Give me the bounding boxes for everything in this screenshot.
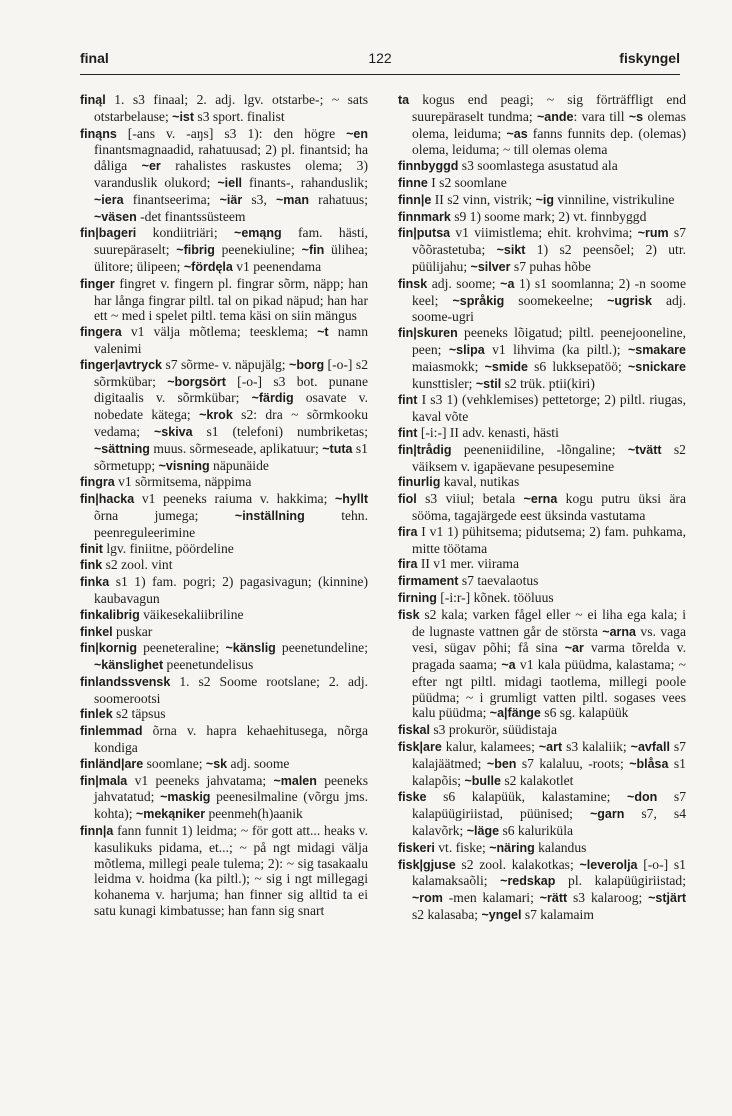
- dictionary-entry: [398, 92, 686, 158]
- entry-text: fin|mala v1 peeneks jahvatama; ~malen peeneks jahvatatud; ~maskig peenesilmaline (võrgu jms. kohta); ~mekąniker peenmeh(h)aanik: [80, 772, 368, 822]
- dictionary-entry: [398, 607, 686, 723]
- entry-text: finger|avtryck s7 sõrme- v. näpujälg; ~borg [-o-] s2 sõrmkübar; ~borgsört [-o-] s3 bot. punane digitaalis v. sõrmkübar; ~färdig osavate v. nobedate kätega; ~krok s2: dra ~ sõrmkooku vedama; ~skiva s1 (telefoni) numbriketas; ~sättning muus. sõrmeseade, aplikatuur; ~tuta s1 sõrmetupp; ~visning näpunäide: [80, 356, 368, 473]
- dictionary-entry: [80, 640, 368, 674]
- dictionary-entry: [80, 324, 368, 357]
- left-column: [80, 92, 368, 919]
- dictionary-entry: [398, 175, 686, 192]
- entry-text: finlemmad õrna v. hapra kehaehitusega, nõrga kondiga: [80, 723, 368, 756]
- right-column: [398, 92, 686, 924]
- dictionary-entry: [398, 158, 686, 175]
- entry-text: fin|skuren peeneks lõigatud; piltl. peenejooneline, peen; ~slipa v1 lihvima (ka piltl.); ~smakare maiasmokk; ~smide s6 lukksepatöö; ~snickare kunsttisler; ~stil s2 trük. ptii(kiri): [398, 325, 686, 391]
- entry-text: finkel puskar: [80, 623, 153, 639]
- dictionary-entry: [398, 425, 686, 442]
- entry-text: fiskeri vt. fiske; ~näring kalandus: [398, 839, 587, 855]
- entry-text: finurlig kaval, nutikas: [398, 474, 520, 490]
- entry-text: fingra v1 sõrmitsema, näppima: [80, 474, 252, 490]
- dictionary-entry: [80, 773, 368, 823]
- entry-text: finnmark s9 1) soome mark; 2) vt. finnbyggd: [398, 208, 647, 224]
- dictionary-entry: [80, 607, 368, 624]
- entry-text: finne I s2 soomlane: [398, 174, 507, 190]
- dictionary-entry: [80, 474, 368, 491]
- entry-text: finąns [-ans v. -aŋs] s3 1): den högre ~en finantsmagnaadid, rahatuusad; 2) pl. finantsid; ha dåliga ~er rahalistes raskustes olema; 3) varanduslik olukord; ~iell finants-, rahanduslik; ~iera finantseerima; ~iär s3, ~man rahatuus; ~väsen -det finantssüsteem: [80, 125, 368, 224]
- entry-text: finkalibrig väikesekaliibriline: [80, 606, 244, 622]
- dictionary-entry: [398, 225, 686, 275]
- entry-text: finsk adj. soome; ~a 1) s1 soomlanna; 2) -n soome keel; ~språkig soomekeelne; ~ugrisk adj. soome-ugri: [398, 275, 686, 325]
- entry-text: fin|trådig peeneniidiline, -lõngaline; ~tvätt s2 väiksem v. igapäevane pesupesemine: [398, 441, 686, 474]
- entry-text: firning [-i:r-] kõnek. tööluus: [398, 589, 554, 605]
- entry-text: fint I s3 1) (vehklemises) pettetorge; 2) piltl. riugas, kaval võte: [398, 392, 686, 425]
- dictionary-entry: [80, 491, 368, 540]
- entry-text: finnbyggd s3 soomlastega asustatud ala: [398, 158, 618, 174]
- dictionary-entry: [398, 722, 686, 739]
- dictionary-entry: [80, 706, 368, 723]
- page-number: 122: [368, 50, 392, 66]
- dictionary-entry: [398, 192, 686, 209]
- entry-text: finn|e II s2 vinn, vistrik; ~ig vinniline, vistrikuline: [398, 191, 675, 207]
- dictionary-entry: [80, 756, 368, 773]
- page-header: [80, 50, 680, 72]
- header-rule: [80, 74, 680, 75]
- dictionary-entry: [398, 491, 686, 524]
- entry-text: finlandssvensk 1. s2 Soome rootslane; 2. adj. soomerootsi: [80, 673, 369, 706]
- dictionary-entry: [398, 524, 686, 557]
- dictionary-entry: [398, 474, 686, 491]
- dictionary-entry: [80, 357, 368, 475]
- entry-text: finländ|are soomlane; ~sk adj. soome: [80, 755, 290, 771]
- dictionary-entry: [398, 276, 686, 325]
- dictionary-entry: [398, 392, 686, 425]
- entry-text: fint [-i:-] II adv. kenasti, hästi: [398, 424, 559, 440]
- entry-text: finąl 1. s3 finaal; 2. adj. lgv. otstarbe-; ~ sats otstarbelause; ~ist s3 sport. finalist: [80, 92, 369, 124]
- entry-text: finka s1 1) fam. pogri; 2) pagasivagun; (kinnine) kaubavagun: [80, 574, 368, 606]
- dictionary-entry: [398, 840, 686, 857]
- dictionary-entry: [398, 573, 686, 590]
- entry-text: fiol s3 viiul; betala ~erna kogu putru üksi ära sööma, tagajärgede eest üksinda vastutama: [398, 491, 686, 523]
- entry-text: fin|kornig peeneteraline; ~känslig peenetundeline; ~känslighet peenetundelisus: [80, 640, 368, 673]
- entry-text: fin|bageri kondiitriäri; ~emąng fam. hästi, suurepäraselt; ~fibrig peenekiuline; ~fin ülihea; ülitore; ülipeen; ~fördęla v1 peenendama: [80, 225, 369, 274]
- dictionary-entry: [398, 590, 686, 607]
- entry-text: fisk|are kalur, kalamees; ~art s3 kalaliik; ~avfall s7 kalajäätmed; ~ben s7 kalaluu, -roots; ~blåsa s1 kalapõis; ~bulle s2 kalakotlet: [398, 739, 686, 788]
- dictionary-entry: [80, 574, 368, 607]
- entry-text: fin|putsa v1 viimistlema; ehit. krohvima; ~rum s7 võõrastetuba; ~sikt 1) s2 peensõel; 2) utr. püülijahu; ~silver s7 puhas hõbe: [398, 225, 687, 274]
- entry-text: fingera v1 välja mõtlema; teesklema; ~t namn valenimi: [80, 324, 368, 356]
- entry-text: finger fingret v. fingern pl. fingrar sõrm, näpp; han har långa fingrar piltl. tal on pikad näpud; han har ett ~ med i spelet piltl. tema käsi on siin mängus: [80, 275, 368, 324]
- dictionary-entry: [398, 857, 686, 924]
- dictionary-entry: [80, 225, 368, 275]
- dictionary-entry: [398, 789, 686, 839]
- dictionary-entry: [80, 823, 368, 919]
- entry-text: firmament s7 taevalaotus: [398, 573, 539, 589]
- entry-text: fiske s6 kalapüük, kalastamine; ~don s7 kalapüügiriistad, püünised; ~garn s7, s4 kalavõrk; ~läge s6 kaluriküla: [398, 789, 686, 839]
- entry-text: fira I v1 1) pühitsema; pidutsema; 2) fam. puhkama, mitte töötama: [398, 523, 686, 556]
- entry-text: finlek s2 täpsus: [80, 706, 166, 722]
- entry-text: fink s2 zool. vint: [80, 557, 173, 573]
- entry-text: fira II v1 mer. viirama: [398, 556, 519, 572]
- dictionary-entry: [80, 723, 368, 756]
- dictionary-entry: [80, 276, 368, 324]
- dictionary-entry: [398, 556, 686, 573]
- entry-text: fin|hacka v1 peeneks raiuma v. hakkima; ~hyllt õrna jumega; ~inställning tehn. peenreguleerimine: [80, 491, 368, 540]
- header-right-word: fiskyngel: [619, 50, 680, 66]
- entry-text: fiskal s3 prokurör, süüdistaja: [398, 722, 558, 738]
- dictionary-entry: [398, 209, 686, 226]
- entry-text: finn|a fann funnit 1) leidma; ~ för gott att... heaks v. kasulikuks pidama, et...; ~ på ngt midagi välja mõtlema, millegi peale tulema; 2): ~ sig tasakaalu leidma v. hoidma (ka piltl.); ~ sig i ngt millegagi kohanema v. harjuma; han finner sig alltid ta ei satu kunagi kimbatusse; han fann sig snart: [80, 823, 368, 919]
- header-left-word: final: [80, 50, 109, 66]
- entry-text: finit lgv. finiitne, pöördeline: [80, 540, 234, 556]
- dictionary-entry: [398, 739, 686, 789]
- dictionary-entry: [80, 557, 368, 574]
- entry-text: ta kogus end peagi; ~ sig förträffligt end suurepäraselt tundma; ~ande: vara till ~s olemas olema, leiduma; ~as fanns funnits dep. (olemas) olema, leiduma; ~ till olemas olema: [398, 92, 686, 158]
- dictionary-entry: [80, 126, 368, 226]
- entry-text: fisk s2 kala; varken fågel eller ~ ei liha ega kala; i de lugnaste vattnen går de största ~arna vs. vaga vesi, sügav põhi; få sina ~ar varma tõrelda v. pragada saama; ~a v1 kala püüdma, kalastama; ~ efter ngt piltl. midagi taotlema, millegi poole püüdma; ~ i grumligt vatten piltl. sogases vees kalu püüdma; ~a|fänge s6 sg. kalapüük: [398, 606, 686, 721]
- entry-text: fisk|gjuse s2 zool. kalakotkas; ~leverolja [-o-] s1 kalamaksaõli; ~redskap pl. kalapüügiriistad; ~rom -men kalamari; ~rätt s3 kalaroog; ~stjärt s2 kalasaba; ~yngel s7 kalamaim: [398, 856, 686, 923]
- dictionary-entry: [80, 541, 368, 558]
- dictionary-entry: [398, 442, 686, 475]
- dictionary-entry: [398, 325, 686, 392]
- dictionary-entry: [80, 92, 368, 126]
- dictionary-entry: [80, 674, 368, 707]
- dictionary-entry: [80, 624, 368, 641]
